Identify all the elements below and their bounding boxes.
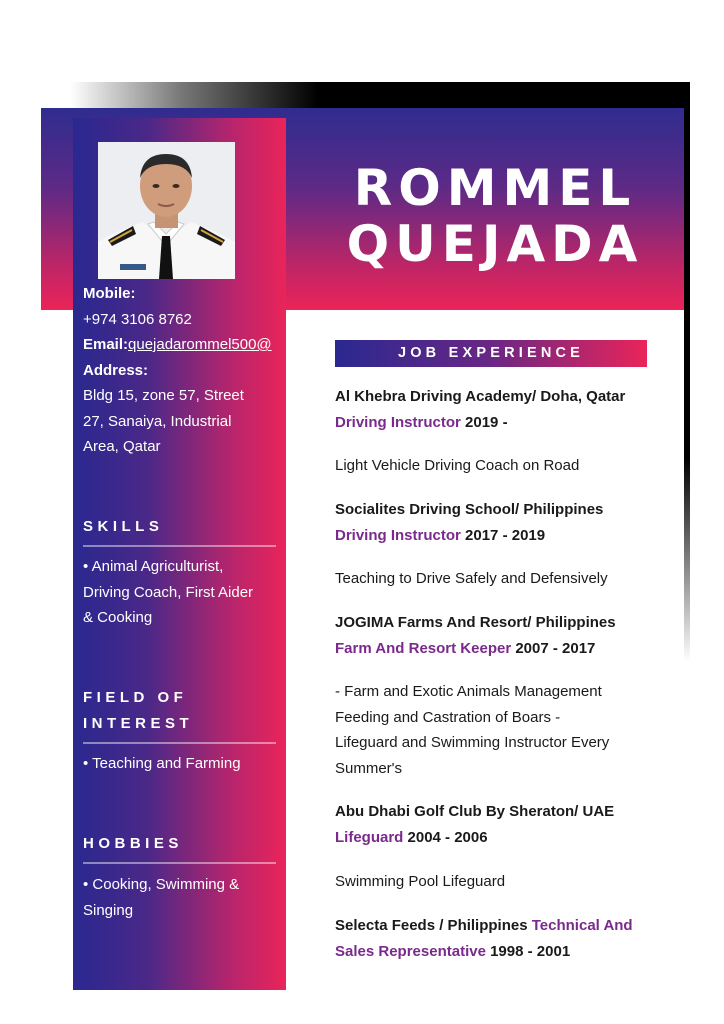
job-desc-line: Lifeguard and Swimming Instructor Every <box>335 734 610 751</box>
hobbies-title: HOBBIES <box>83 835 183 852</box>
hobbies-line: Singing <box>83 901 134 919</box>
sidebar <box>73 118 286 990</box>
right-decor-shadow <box>684 82 690 662</box>
skills-line: & Cooking <box>83 609 153 626</box>
profile-photo <box>98 142 235 279</box>
job-role: Driving Instructor <box>335 526 461 544</box>
job-org: Abu Dhabi Golf Club By Sheraton/ UAE <box>335 803 615 820</box>
job-years: 2004 - 2006 <box>407 828 488 846</box>
email-link[interactable]: quejadarommel500@ <box>128 336 272 353</box>
address-line: 27, Sanaiya, Industrial <box>83 412 232 430</box>
job-desc-line: - Farm and Exotic Animals Management <box>335 683 602 700</box>
email-row <box>83 332 272 358</box>
job-role: Lifeguard <box>335 828 404 846</box>
interest-line: • Teaching and Farming <box>83 755 241 772</box>
interest-title <box>83 685 278 736</box>
job-desc-line: Swimming Pool Lifeguard <box>335 873 506 890</box>
job-org: Socialites Driving School/ Philippines <box>335 501 604 518</box>
job-entry <box>335 497 655 548</box>
job-entry <box>335 913 655 964</box>
candidate-name <box>335 160 655 272</box>
job-entry <box>335 384 655 435</box>
person-portrait-icon <box>98 142 235 279</box>
interest-list <box>83 751 278 777</box>
last-name: QUEJADA <box>346 215 644 273</box>
top-decor-bar <box>70 82 690 108</box>
job-description <box>335 566 655 592</box>
job-experience-title: JOB EXPERIENCE <box>335 340 647 367</box>
job-role: Farm And Resort Keeper <box>335 639 512 657</box>
job-description <box>335 679 655 781</box>
hobbies-list <box>83 872 278 923</box>
job-desc-line: Light Vehicle Driving Coach on Road <box>335 457 580 474</box>
interest-divider <box>83 742 276 744</box>
mobile-label: Mobile: <box>83 285 136 302</box>
job-entry <box>335 799 655 850</box>
job-role: Sales Representative <box>335 942 486 960</box>
email-label: Email: <box>83 336 129 353</box>
job-entry <box>335 610 655 661</box>
skills-divider <box>83 545 276 547</box>
job-org: Selecta Feeds / Philippines <box>335 917 528 934</box>
job-desc-line: Feeding and Castration of Boars - <box>335 708 561 726</box>
job-role: Driving Instructor <box>335 413 461 431</box>
address-line: Area, Qatar <box>83 438 161 455</box>
first-name: ROMMEL <box>353 159 637 217</box>
job-description <box>335 869 655 895</box>
skills-list <box>83 554 278 631</box>
job-desc-line: Summer's <box>335 759 403 777</box>
interest-title-line: INTEREST <box>83 714 194 732</box>
job-years: 2019 - <box>465 413 508 431</box>
skills-title: SKILLS <box>83 518 164 535</box>
skills-line: • Animal Agriculturist, <box>83 558 224 575</box>
job-description <box>335 453 655 479</box>
job-years: 2007 - 2017 <box>515 639 596 657</box>
job-desc-line: Teaching to Drive Safely and Defensively <box>335 570 608 587</box>
job-org: JOGIMA Farms And Resort/ Philippines <box>335 614 616 631</box>
mobile-value: +974 3106 8762 <box>83 310 192 328</box>
contact-block <box>83 281 272 460</box>
interest-title-line: FIELD OF <box>83 689 188 706</box>
job-role: Technical And <box>531 917 633 934</box>
job-org: Al Khebra Driving Academy/ Doha, Qatar <box>335 388 626 405</box>
hobbies-divider <box>83 862 276 864</box>
job-years: 1998 - 2001 <box>490 942 571 960</box>
address-label: Address: <box>83 361 149 379</box>
job-years: 2017 - 2019 <box>465 526 546 544</box>
address-line: Bldg 15, zone 57, Street <box>83 387 244 404</box>
skills-line: Driving Coach, First Aider <box>83 583 254 601</box>
hobbies-line: • Cooking, Swimming & <box>83 876 240 893</box>
